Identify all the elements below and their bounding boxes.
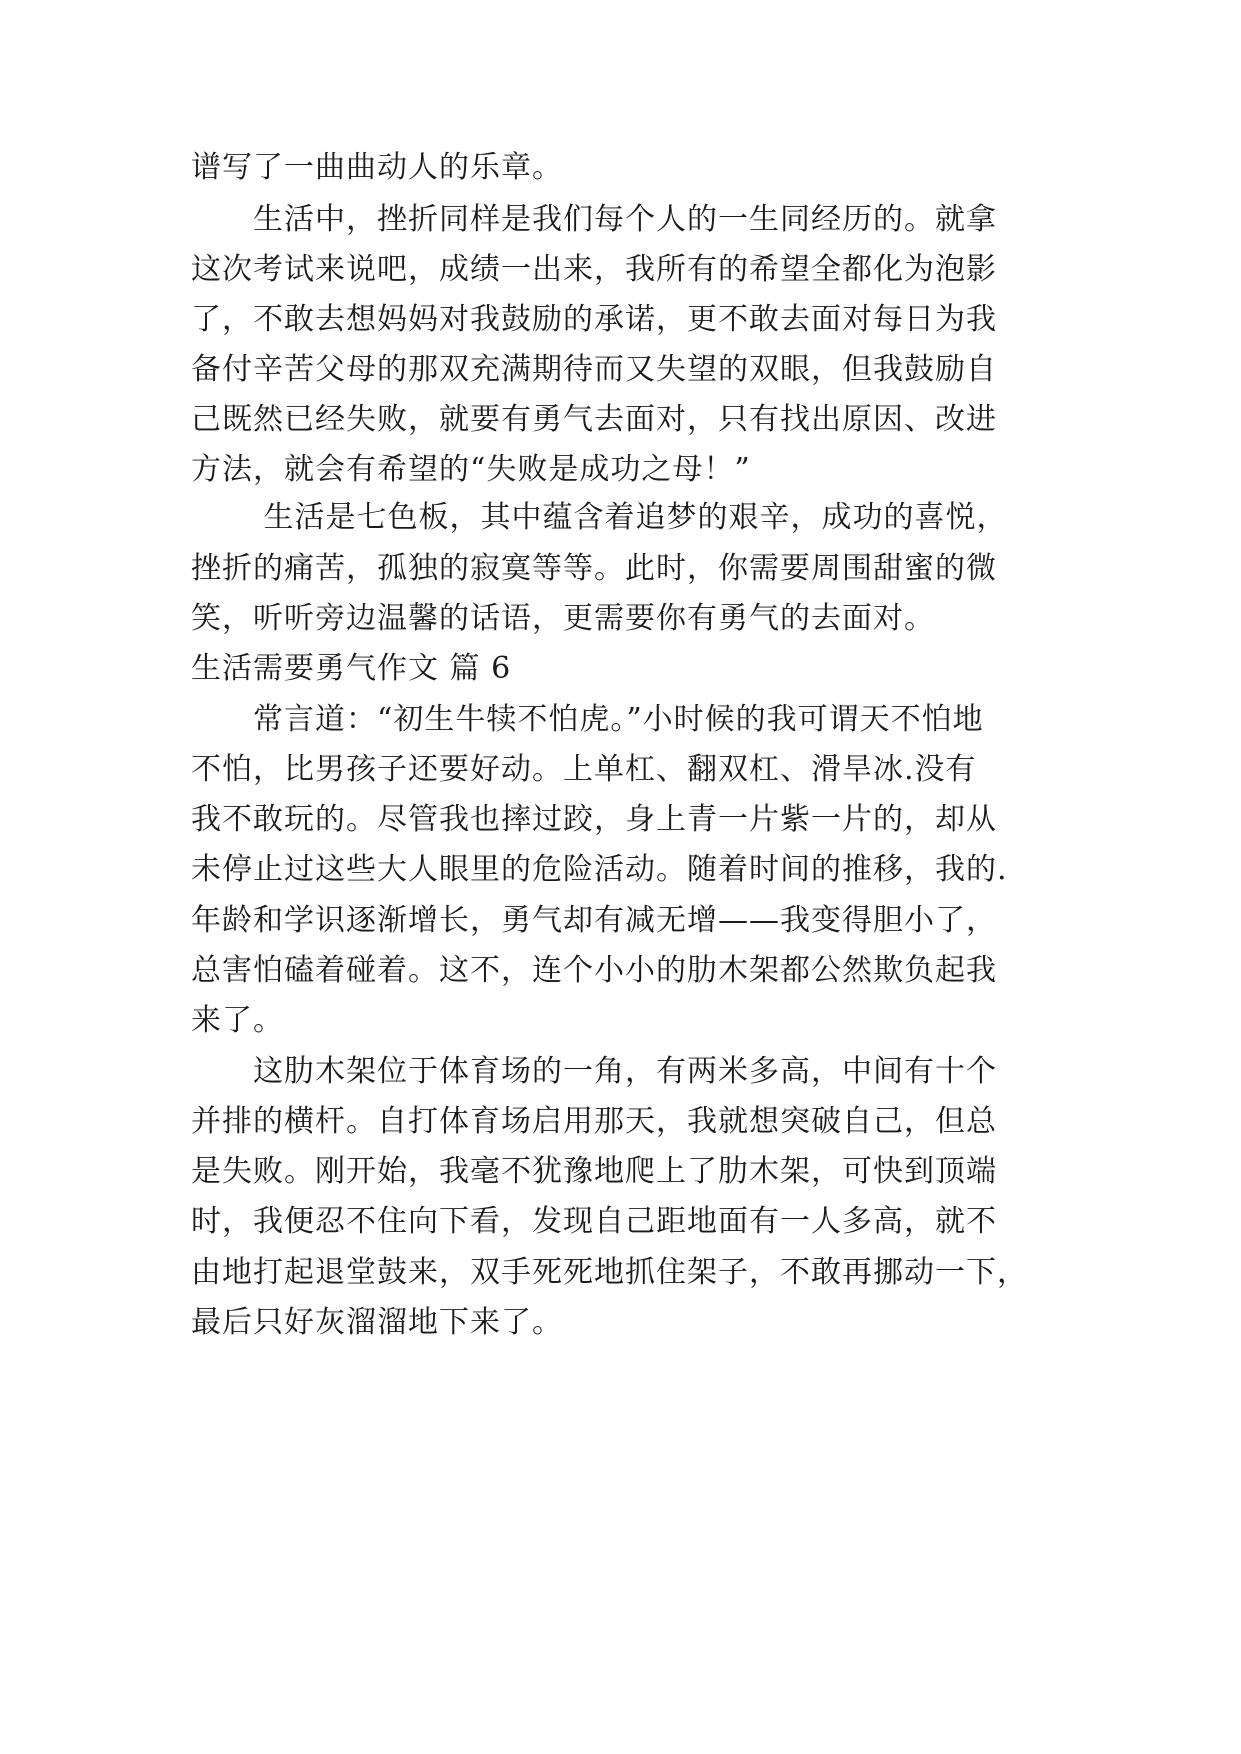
text-line: 了，不敢去想妈妈对我鼓励的承诺，更不敢去面对每日为我	[191, 302, 997, 337]
text-line: 最后只好灰溜溜地下来了。	[191, 1305, 563, 1340]
text-line: 未停止过这些大人眼里的危险活动。随着时间的推移，我的.	[191, 852, 1008, 887]
text-line: 是失败。刚开始，我毫不犹豫地爬上了肋木架，可快到顶端	[191, 1154, 997, 1189]
text-line: 不怕，比男孩子还要好动。上单杠、翻双杠、滑旱冰.没有	[191, 752, 977, 787]
text-line: 这肋木架位于体育场的一角，有两米多高，中间有十个	[191, 1054, 997, 1089]
text-line: 备付辛苦父母的那双充满期待而又失望的双眼，但我鼓励自	[191, 352, 997, 387]
text-line: 这次考试来说吧，成绩一出来，我所有的希望全都化为泡影	[191, 252, 997, 287]
text-line: 年龄和学识逐渐增长，勇气却有减无增——我变得胆小了，	[191, 903, 997, 938]
text-line: 生活中，挫折同样是我们每个人的一生同经历的。就拿	[191, 202, 997, 237]
text-line: 常言道：“初生牛犊不怕虎。”小时候的我可谓天不怕地	[191, 702, 984, 737]
text-line: 谱写了一曲曲动人的乐章。	[191, 150, 563, 185]
section-heading: 生活需要勇气作文 篇 6	[191, 651, 512, 686]
text-line: 方法，就会有希望的“失败是成功之母！”	[191, 452, 751, 487]
text-line: 生活是七色板，其中蕴含着追梦的艰辛，成功的喜悦，	[191, 500, 1008, 535]
text-line: 由地打起退堂鼓来，双手死死地抓住架子，不敢再挪动一下，	[191, 1255, 1028, 1290]
text-line: 己既然已经失败，就要有勇气去面对，只有找出原因、改进	[191, 402, 997, 437]
text-line: 来了。	[191, 1003, 284, 1038]
text-line: 笑，听听旁边温馨的话语，更需要你有勇气的去面对。	[191, 601, 935, 636]
text-line: 时，我便忍不住向下看，发现自己距地面有一人多高，就不	[191, 1204, 997, 1239]
text-line: 我不敢玩的。尽管我也摔过跤，身上青一片紫一片的，却从	[191, 802, 997, 837]
text-line: 总害怕磕着碰着。这不，连个小小的肋木架都公然欺负起我	[191, 953, 997, 988]
text-line: 并排的横杆。自打体育场启用那天，我就想突破自己，但总	[191, 1104, 997, 1139]
text-line: 挫折的痛苦，孤独的寂寞等等。此时，你需要周围甜蜜的微	[191, 551, 997, 586]
